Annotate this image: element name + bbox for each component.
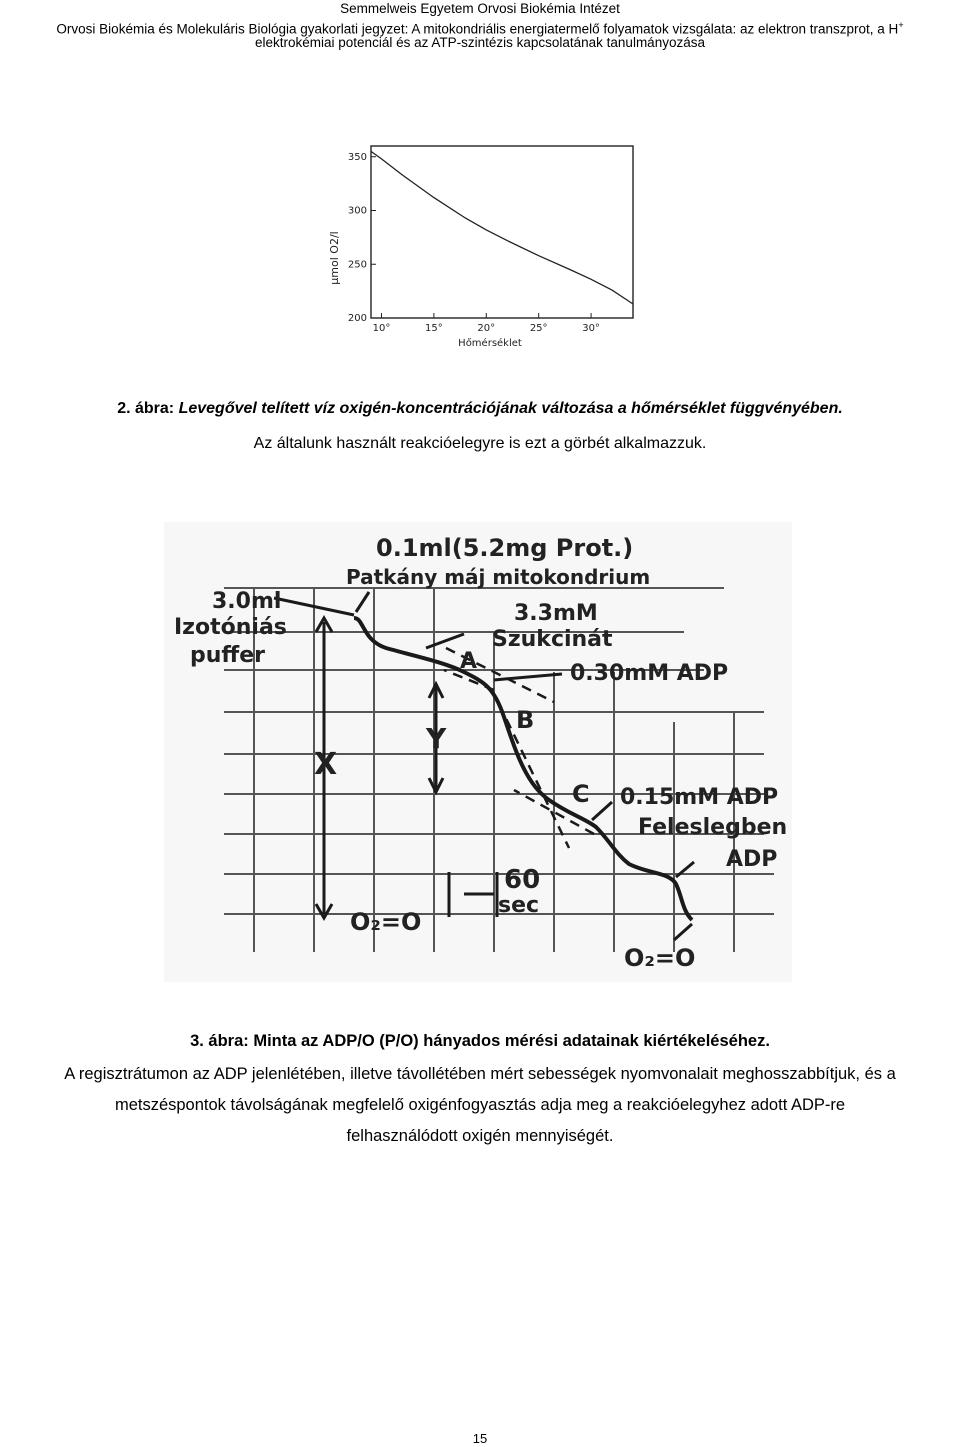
oxygraph-trace-figure [164, 522, 792, 982]
y-axis-label-text: µmol O2/l [328, 231, 341, 285]
figure3-caption: 3. ábra: Minta az ADP/O (P/O) hányados mérési adatainak kiértékeléséhez. [190, 1032, 770, 1050]
label-x: X [314, 747, 338, 782]
label-excess-adp: ADP [726, 847, 778, 872]
label-adp-015: 0.15mM ADP [620, 785, 779, 810]
label-succinate-conc: 3.3mM [514, 601, 598, 626]
x-axis-label: Hőmérséklet [458, 338, 522, 349]
paragraph-line-2: metszéspontok távolságának megfelelő oxigénfogyasztás adja meg a reakcióelegyhez adott ADP-re [114, 1096, 846, 1114]
solubility-curve [371, 151, 633, 304]
figure2-caption-title: Levegővel telített víz oxigén-koncentrációjának változása a hőmérséklet függvényében. [178, 400, 843, 417]
label-60: 60 [504, 865, 541, 895]
label-succinate: Szukcinát [492, 627, 613, 652]
label-point-c: C [572, 780, 590, 808]
paragraph-line-1: A regisztrátumon az ADP jelenlétében, illetve távollétében mért sebességek nyomvonalait meghosszabbítjuk, és a [64, 1065, 896, 1083]
label-excess: Feleslegben [638, 815, 788, 840]
plot-frame [371, 146, 633, 318]
y-axis-label [328, 231, 341, 284]
y-tick-label: 250 [347, 259, 367, 271]
label-o2-zero-left: O₂=O [350, 908, 422, 936]
label-sec: sec [498, 893, 540, 918]
y-tick-label: 300 [347, 205, 367, 217]
label-protein: 0.1ml(5.2mg Prot.) [376, 534, 634, 562]
page-number: 15 [472, 1431, 488, 1446]
header-course-title-text: Orvosi Biokémia és Molekuláris Biológia gyakorlati jegyzet: A mitokondriális energiatermelő folyamatok vizsgálata: az elektron transzprot, a H [56, 21, 899, 37]
x-tick-label: 20° [477, 323, 496, 334]
label-buffer-volume: 3.0ml [212, 589, 282, 614]
oxygen-temperature-chart [300, 128, 640, 358]
label-adp-030: 0.30mM ADP [570, 661, 729, 686]
paragraph-line-3: felhasználódott oxigén mennyiségét. [346, 1127, 614, 1145]
x-tick-label: 10° [372, 323, 391, 334]
label-mitochondria: Patkány máj mitokondrium [346, 565, 651, 589]
label-isotonic: Izotóniás [174, 615, 287, 640]
figure2-caption-line2: Az általunk használt reakcióelegyre is ezt a görbét alkalmazzuk. [253, 435, 707, 452]
label-point-a: A [460, 649, 478, 674]
figure2-caption-number: 2. ábra: [117, 400, 175, 417]
x-tick-label: 15° [425, 323, 443, 334]
header-course-subtitle: elektrokémiai potenciál és az ATP-szintézis kapcsolatának tanulmányozása [255, 35, 705, 50]
x-tick-label: 25° [529, 323, 548, 334]
label-point-b: B [516, 706, 535, 734]
y-tick-label: 350 [347, 151, 367, 163]
header-superscript: + [898, 20, 904, 30]
label-o2-zero-right: O₂=O [624, 944, 696, 972]
figure2-caption-line1 [0, 398, 960, 420]
header-institution: Semmelweis Egyetem Orvosi Biokémia Intézet [340, 1, 620, 16]
x-tick-label: 30° [582, 323, 600, 334]
y-tick-label: 200 [347, 313, 367, 324]
label-buffer: puffer [190, 643, 266, 668]
label-y: Y [426, 722, 447, 755]
